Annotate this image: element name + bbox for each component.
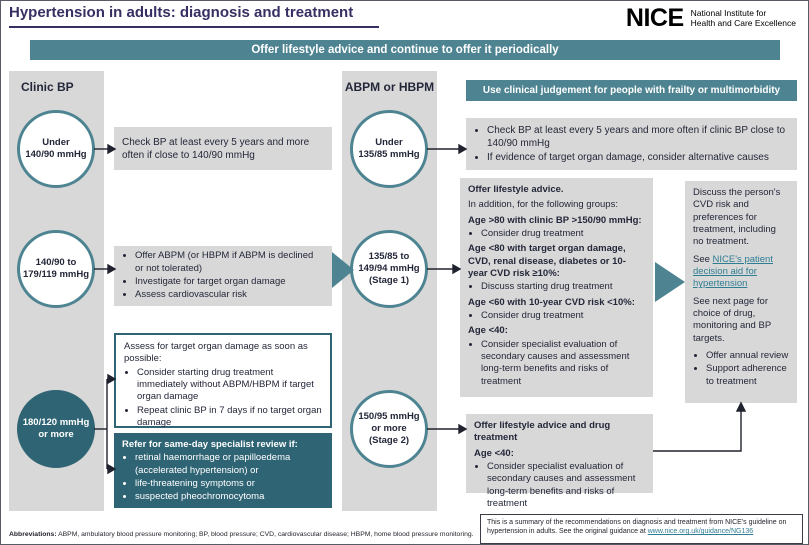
- decision-aid-para: [693, 254, 789, 291]
- list-item: • retinal haemorrhage or papilloedema (accelerated hypertension) or: [135, 452, 324, 477]
- list-item: • Support adherence to treatment: [706, 363, 789, 388]
- discussion-para: Discuss the person's CVD risk and preferences for treatment, including no treatment.: [693, 187, 781, 248]
- abpm-hbpm-header: ABPM or HBPM: [344, 80, 435, 94]
- list-item: • If evidence of target organ damage, consider alternative causes: [487, 151, 789, 164]
- monitor-circle-under-135-85: [350, 110, 428, 188]
- chevron-stage1-to-discussion: [655, 262, 685, 302]
- organ-damage-intro: Assess for target organ damage as soon as possible:: [124, 341, 308, 365]
- follow-up-list: [693, 350, 789, 388]
- abbreviations-note: [9, 531, 474, 538]
- same-day-referral-box: [114, 433, 332, 508]
- offer-abpm-box: [114, 246, 332, 306]
- list-item: • Check BP at least every 5 years and more often if clinic BP close to 140/90 mmHg: [487, 124, 789, 150]
- arrow-stage2-to-discussion: [653, 410, 741, 451]
- target-organ-damage-box: [114, 333, 332, 428]
- clinical-judgement-banner: Use clinical judgement for people with frailty or multimorbidity: [466, 80, 797, 101]
- referral-title: Refer for same-day specialist review if:: [122, 439, 298, 450]
- guidance-url-link[interactable]: www.nice.org.uk/guidance/NG136: [647, 528, 754, 536]
- stage2-lifestyle-advice: Offer lifestyle advice and drug treatment: [474, 420, 611, 444]
- patient-decision-aid-link[interactable]: NICE's patient decision aid for hypertension: [693, 253, 773, 290]
- page-title: Hypertension in adults: diagnosis and treatment: [9, 4, 379, 28]
- nice-logo-descriptor-line: National Institute for: [690, 8, 767, 18]
- circle-line: 140/90 to: [35, 257, 77, 269]
- stage1-group-over-80: [468, 215, 645, 241]
- arrowhead: [459, 425, 466, 433]
- check-bp-5-years-box: [114, 127, 332, 170]
- clinic-bp-header: Clinic BP: [21, 80, 74, 94]
- stage1-management-box: [460, 178, 653, 397]
- clinic-circle-180-120-or-more: [17, 390, 95, 468]
- referral-list: [122, 452, 324, 503]
- arrowhead: [459, 145, 466, 153]
- list-item: • Consider drug treatment: [481, 228, 645, 240]
- circle-line: 149/94 mmHg: [358, 263, 420, 275]
- stage1-group-under-60: [468, 297, 645, 323]
- abbreviations-text: ABPM, ambulatory blood pressure monitoring; BP, blood pressure; CVD, cardiovascular disease; HBPM, home blood pressure monitoring.: [56, 531, 474, 538]
- circle-line: or more: [38, 429, 74, 440]
- stage1-group-under-40: [468, 325, 645, 388]
- stage1-group-under-80: [468, 243, 645, 293]
- source-note-text: This is a summary of the recommendations on diagnosis and treatment from NICE's guideline on hypertension in adults. See the original guidance at: [487, 519, 787, 536]
- clinic-circle-140-90-to-179-119: [17, 230, 95, 308]
- source-note-box: [480, 514, 803, 544]
- stage2-list: [474, 461, 645, 510]
- list-item: • Offer ABPM (or HBPM if ABPM is declined or not tolerated): [135, 250, 324, 275]
- stage1-lifestyle-advice: Offer lifestyle advice.: [468, 184, 564, 195]
- group-list: [468, 339, 645, 388]
- cvd-risk-discussion-box: [685, 181, 797, 403]
- group-heading: Age >80 with clinic BP >150/90 mmHg:: [468, 214, 642, 226]
- group-list: [468, 228, 645, 240]
- circle-line: 140/90 mmHg: [25, 149, 87, 160]
- circle-line: Under: [42, 137, 70, 149]
- group-heading: Age <40:: [468, 325, 508, 337]
- group-heading: Age <80 with target organ damage, CVD, renal disease, diabetes or 10-year CVD risk ≥10%:: [468, 243, 626, 280]
- stage2-management-box: [466, 414, 653, 510]
- next-page-para: See next page for choice of drug, monitoring and BP targets.: [693, 295, 771, 344]
- nice-logo: [626, 6, 796, 31]
- circle-line: or more: [371, 423, 407, 435]
- circle-line: 135/85 to: [368, 251, 410, 263]
- monitor-circle-stage-1: [350, 230, 428, 308]
- nice-logo-wordmark: NICE: [625, 4, 684, 32]
- circle-line: 180/120 mmHg: [22, 417, 90, 429]
- normotensive-list: [474, 123, 789, 165]
- arrowhead: [737, 403, 745, 411]
- normotensive-advice-box: [466, 118, 797, 170]
- abbreviations-label: Abbreviations:: [9, 531, 57, 538]
- circle-line: (Stage 2): [368, 434, 410, 446]
- monitor-circle-stage-2: [350, 390, 428, 468]
- list-item: • suspected pheochromocytoma: [135, 491, 324, 503]
- nice-logo-descriptor: [691, 6, 796, 28]
- group-heading: Age <60 with 10-year CVD risk <10%:: [468, 296, 635, 308]
- circle-line: 179/119 mmHg: [22, 269, 89, 280]
- check-bp-text: Check BP at least every 5 years and more often if close to 140/90 mmHg: [122, 136, 310, 161]
- circle-line: (Stage 1): [368, 274, 410, 286]
- list-item: • Assess cardiovascular risk: [135, 289, 324, 301]
- list-item: • Investigate for target organ damage: [135, 276, 324, 288]
- group-list: [468, 281, 645, 293]
- see-prefix: See: [693, 253, 713, 265]
- list-item: • Consider drug treatment: [481, 310, 645, 322]
- stage1-groups-intro: In addition, for the following groups:: [468, 199, 618, 211]
- offer-abpm-list: [122, 249, 324, 302]
- list-item: • Consider specialist evaluation of secondary causes and assessment long-term benefits and risks of treatment: [481, 339, 645, 388]
- lifestyle-advice-banner: Offer lifestyle advice and continue to offer it periodically: [30, 40, 780, 60]
- list-item: • Consider starting drug treatment immediately without ABPM/HBPM if target organ damage: [137, 367, 322, 404]
- arrowhead: [453, 265, 460, 273]
- list-item: • Repeat clinic BP in 7 days if no target organ damage: [137, 405, 322, 430]
- list-item: • Offer annual review: [706, 350, 789, 362]
- stage2-under-40-heading: Age <40:: [474, 447, 514, 459]
- nice-logo-descriptor-line: Health and Care Excellence: [690, 18, 796, 29]
- clinic-circle-under-140-90: [17, 110, 95, 188]
- circle-line: Under: [375, 137, 403, 149]
- group-list: [468, 310, 645, 322]
- circle-line: 150/95 mmHg: [358, 411, 420, 423]
- organ-damage-list: [124, 367, 322, 430]
- list-item: • Consider specialist evaluation of secondary causes and assessment long-term benefits and risks of treatment: [487, 461, 645, 510]
- list-item: • life-threatening symptoms or: [135, 478, 324, 490]
- circle-line: 135/85 mmHg: [358, 149, 420, 160]
- list-item: • Discuss starting drug treatment: [481, 281, 645, 293]
